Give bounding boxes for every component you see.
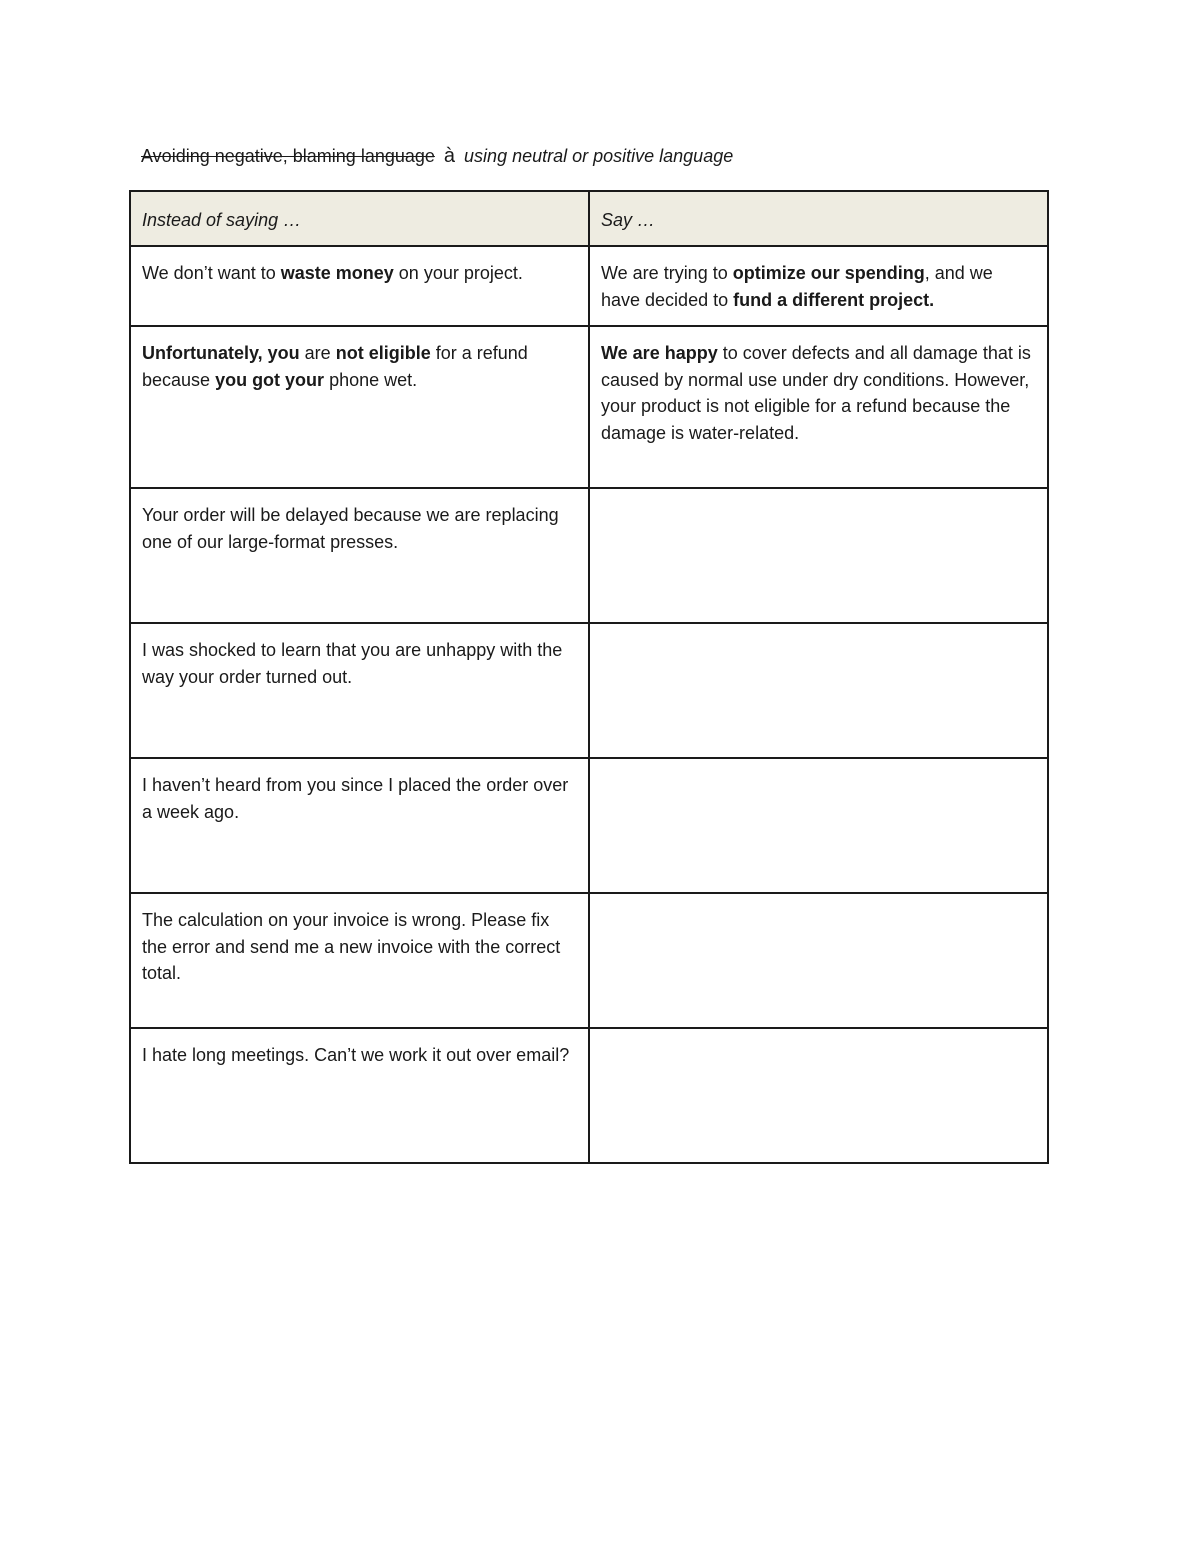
table-row [130, 1028, 1048, 1163]
heading-crossed-out: Avoiding negative, blaming language [141, 146, 435, 166]
table-row [130, 246, 1048, 326]
table-row [130, 326, 1048, 488]
cell-text: I haven’t heard from you since I placed the order over a week ago. [142, 775, 569, 822]
bold-text: fund a different project. [733, 289, 935, 310]
cell-instead [130, 1028, 589, 1163]
table-row [130, 623, 1048, 758]
cell-say-empty [589, 623, 1048, 758]
cell-text: to cover defects and all damage that is caused by normal use under dry conditions. However, your product is not eligible for a refund because the damage is water-related. [601, 343, 1031, 443]
bold-text: optimize our spending [732, 263, 925, 283]
table-row [130, 488, 1048, 623]
arrow-glyph: à [443, 145, 456, 167]
column-header-instead: Instead of saying … [130, 191, 589, 246]
cell-text: I hate long meetings. Can’t we work it out over email? [142, 1045, 570, 1065]
heading-replacement: using neutral or positive language [464, 146, 734, 166]
cell-text: Your order will be delayed because we are replacing one of our large-format presses. [142, 505, 559, 552]
table-row [130, 893, 1048, 1028]
cell-text: on your project. [393, 263, 523, 283]
cell-say [589, 246, 1048, 326]
cell-instead [130, 758, 589, 893]
cell-instead [130, 246, 589, 326]
table-row [130, 758, 1048, 893]
cell-text: , and we have decided to [601, 263, 993, 310]
cell-instead [130, 326, 589, 488]
comparison-table [129, 190, 1049, 1164]
page-heading [141, 143, 733, 169]
cell-text: The calculation on your invoice is wrong. Please fix the error and send me a new invoice with the correct total. [142, 910, 561, 983]
bold-text: Unfortunately, you [142, 343, 300, 363]
cell-text: We are trying to [601, 263, 733, 283]
cell-say-empty [589, 488, 1048, 623]
cell-text: We don’t want to [142, 263, 281, 283]
table-header-row [130, 191, 1048, 246]
cell-say-empty [589, 758, 1048, 893]
bold-text: you got your [215, 369, 325, 390]
bold-text: waste money [280, 263, 394, 283]
cell-text: are [299, 343, 336, 363]
cell-instead [130, 488, 589, 623]
bold-text: We are happy [601, 343, 718, 363]
cell-say-empty [589, 893, 1048, 1028]
cell-text: I was shocked to learn that you are unhappy with the way your order turned out. [142, 640, 563, 687]
cell-say [589, 326, 1048, 488]
column-header-say: Say … [589, 191, 1048, 246]
cell-text: for a refund because [142, 343, 528, 390]
cell-say-empty [589, 1028, 1048, 1163]
cell-instead [130, 623, 589, 758]
bold-text: not eligible [335, 343, 431, 363]
cell-instead [130, 893, 589, 1028]
cell-text: phone wet. [324, 369, 418, 390]
